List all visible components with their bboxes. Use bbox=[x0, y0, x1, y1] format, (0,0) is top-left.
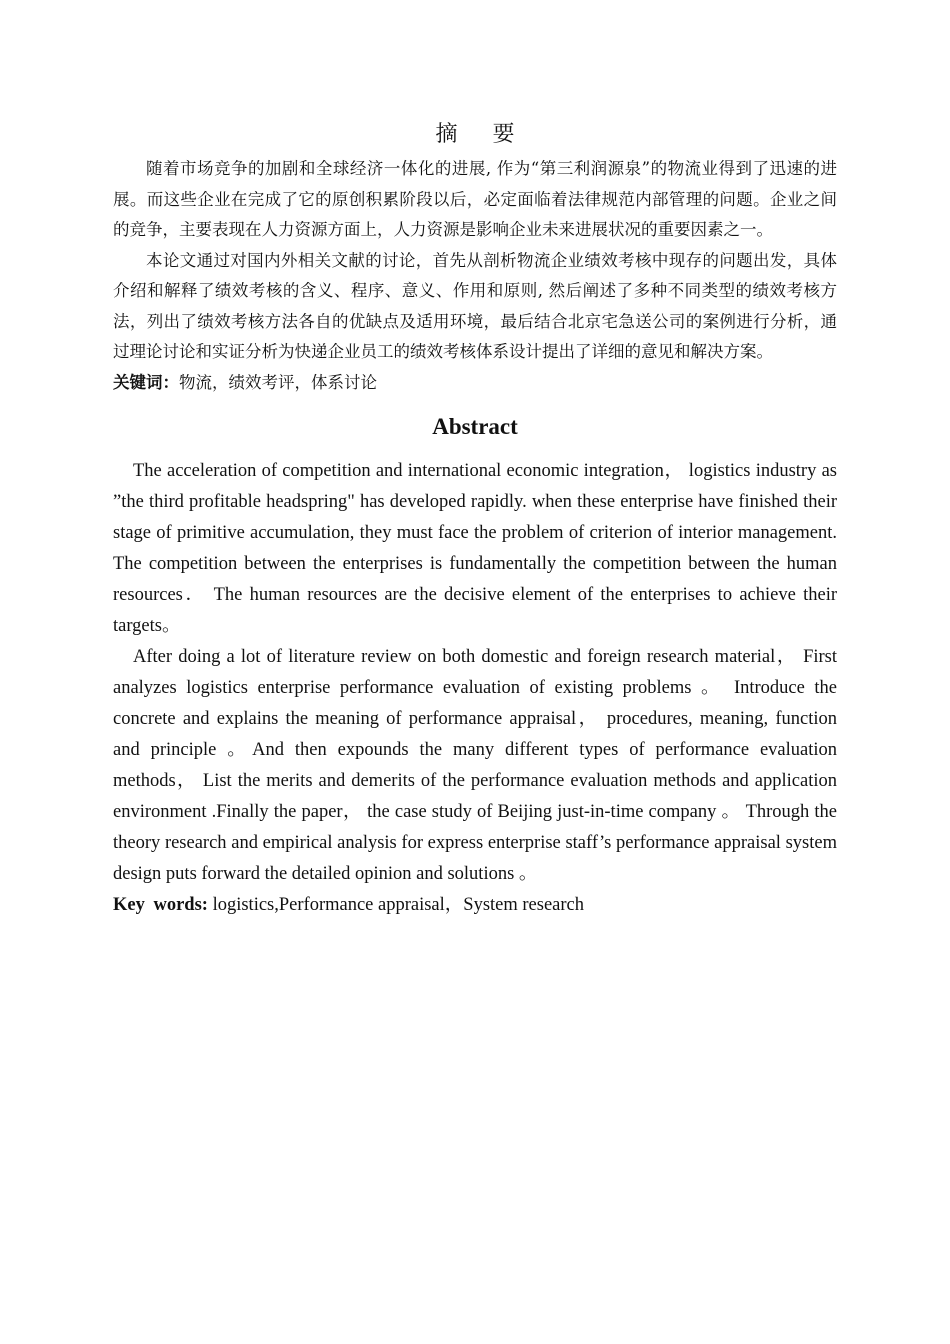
english-keywords-text: logistics,Performance appraisal，System research bbox=[212, 894, 584, 915]
chinese-abstract-paragraph-1: 随着市场竞争的加剧和全球经济一体化的进展, 作为“第三利润源泉”的物流业得到了迅速的进展。而这些企业在完成了它的原创积累阶段以后，必定面临着法律规范内部管理的问题。企业之间的竞争，主要表现在人力资源方面上，人力资源是影响企业未来进展状况的重要因素之一。 bbox=[113, 159, 837, 239]
english-keywords-label: Key words: bbox=[113, 894, 208, 915]
english-abstract-paragraph-1: The acceleration of competition and international economic integration， logistics industry as ”the third profitable headspring" has developed rapidly. when these enterprise have finished their stage of primitive accumulation, they must face the problem of criterion of interior management. The competition between the enterprises is fundamentally the competition between the human resources． The human resources are the decisive element of the enterprises to achieve their targets。 bbox=[113, 460, 837, 636]
chinese-keywords-label: 关键词： bbox=[113, 372, 179, 392]
english-abstract-title: Abstract bbox=[432, 413, 518, 439]
document-page bbox=[113, 118, 837, 920]
chinese-keywords-text: 物流，绩效考评，体系讨论 bbox=[179, 372, 377, 392]
chinese-abstract-paragraph-2: 本论文通过对国内外相关文献的讨论，首先从剖析物流企业绩效考核中现存的问题出发，具体介绍和解释了绩效考核的含义、程序、意义、作用和原则, 然后阐述了多种不同类型的绩效考核方法，列出了绩效考核方法各自的优缺点及适用环境，最后结合北京宅急送公司的案例进行分析，通过理论讨论和实证分析为快递企业员工的绩效考核体系设计提出了详细的意见和解决方案。 bbox=[113, 250, 837, 361]
english-keywords-line bbox=[113, 890, 837, 920]
english-abstract-section bbox=[113, 410, 837, 920]
chinese-keywords-line bbox=[113, 368, 837, 398]
english-abstract-paragraph-2: After doing a lot of literature review on both domestic and foreign research material， First analyzes logistics enterprise performance evaluation of existing problems 。 Introduce the concrete and explains the meaning of performance appraisal， procedures, meaning, function and principle 。And then expounds the many different types of performance evaluation methods， List the merits and demerits of the performance evaluation methods and application environment .Finally the paper， the case study of Beijing just-in-time company 。 Through the theory research and empirical analysis for express enterprise staff’s performance appraisal system design puts forward the detailed opinion and solutions 。 bbox=[113, 646, 837, 884]
chinese-abstract-title: 摘 要 bbox=[435, 122, 529, 147]
chinese-abstract-section bbox=[113, 118, 837, 398]
